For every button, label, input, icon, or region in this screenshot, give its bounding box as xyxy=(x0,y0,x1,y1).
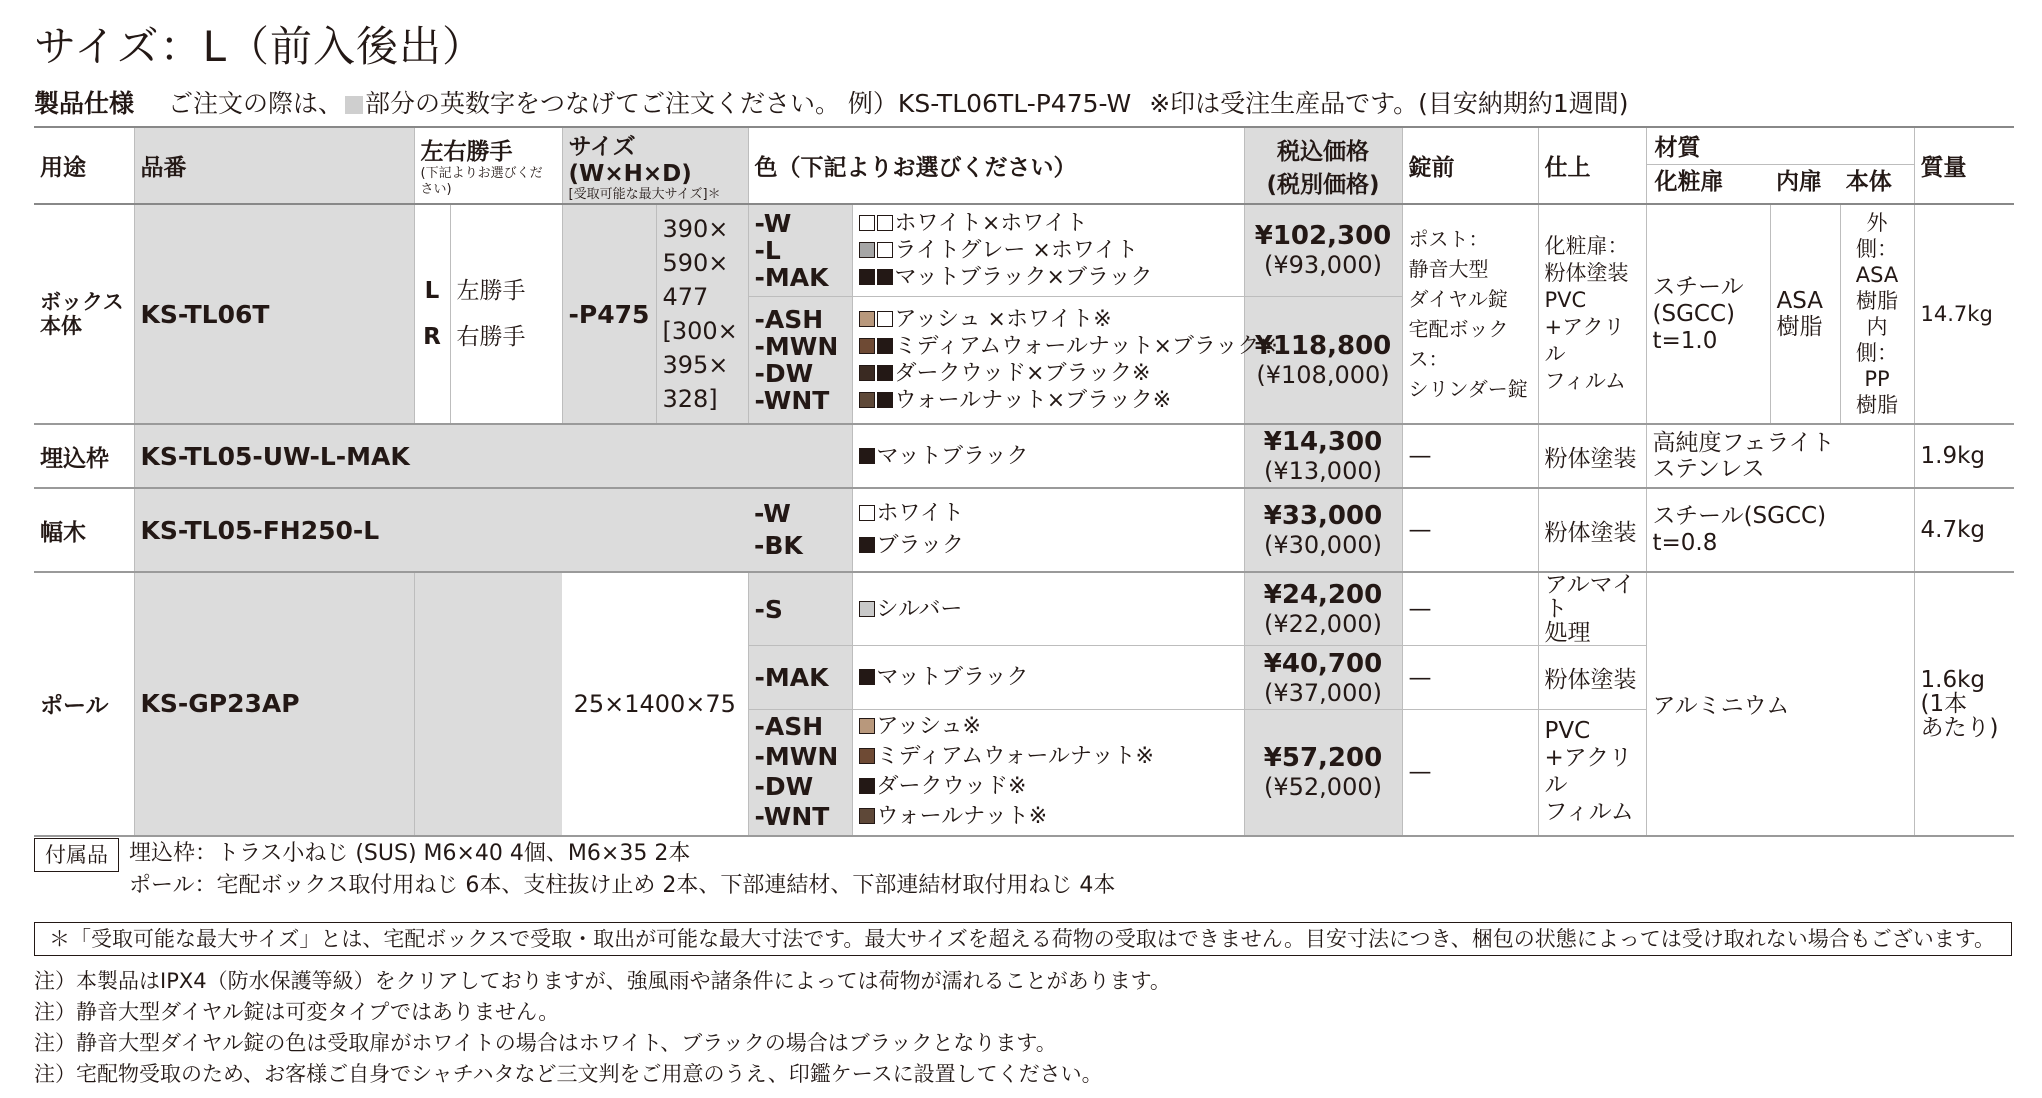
color-swatch-icon xyxy=(859,311,875,327)
lock-baseboard: — xyxy=(1402,488,1538,572)
color-swatch-icon xyxy=(877,215,893,231)
lock-line: 静音大型 xyxy=(1408,257,1489,281)
spec-table xyxy=(34,126,2014,837)
color-list-pole-1 xyxy=(852,572,1244,646)
color-option xyxy=(859,264,1238,291)
finish-line: 化粧扉： xyxy=(1544,234,1629,258)
header-hand-label: 左右勝手 xyxy=(420,139,513,165)
color-name: ミディアムウォールナット×ブラック※ xyxy=(894,333,1278,359)
color-swatch-icon xyxy=(859,537,875,553)
weight-line: 1.6kg xyxy=(1920,666,1986,693)
color-swatch-icon xyxy=(859,448,875,464)
header-row xyxy=(34,127,2014,204)
price-inc: ¥102,300 xyxy=(1254,221,1392,252)
price-ex: (¥108,000) xyxy=(1256,360,1390,389)
color-code: -W xyxy=(754,499,791,528)
finish-line: 処理 xyxy=(1544,620,1591,646)
color-list-pole-2 xyxy=(852,646,1244,710)
accessory-line: 埋込枠：トラス小ねじ (SUS) M6×40 4個、M6×35 2本 xyxy=(129,841,691,866)
finish-pole-2: 粉体塗装 xyxy=(1538,646,1646,710)
material-line: 高純度フェライト xyxy=(1652,430,1835,456)
spec-text-before: ご注文の際は、 xyxy=(167,89,343,118)
color-option xyxy=(859,333,1278,360)
color-name: マットブラック×ブラック xyxy=(894,264,1153,290)
color-swatch-icon xyxy=(859,365,875,381)
accessory-line: ポール：宅配ボックス取付用ねじ 6本、支柱抜け止め 2本、下部連結材、下部連結材取付用ねじ 4本 xyxy=(129,873,1116,898)
size-line: 590× xyxy=(662,249,729,277)
color-option xyxy=(859,237,1238,264)
lock-line: ダイヤル錠 xyxy=(1408,287,1508,311)
mat-body-line: 外側： xyxy=(1856,211,1899,261)
color-option xyxy=(859,712,1238,742)
color-code-pole-s: -S xyxy=(748,572,852,646)
price-group1 xyxy=(1244,204,1402,296)
mat-face-line: (SGCC) xyxy=(1652,300,1735,327)
material-line: ステンレス xyxy=(1652,456,1765,482)
spec-text-after: 部分の英数字をつなげてご注文ください。 例）KS-TL06TL-P475-W xyxy=(364,89,1132,118)
note-line: 注）静音大型ダイヤル錠は可変タイプではありません。 xyxy=(34,1000,560,1024)
table-row-pole-1 xyxy=(34,572,2014,646)
header-lock: 錠前 xyxy=(1402,127,1538,204)
page-title: サイズ：L（前入後出） xyxy=(34,22,486,71)
spec-label: 製品仕様 xyxy=(34,89,135,118)
size-line: 328] xyxy=(662,385,718,413)
price-inc: ¥33,000 xyxy=(1263,501,1383,531)
mat-body-box xyxy=(1840,204,1914,424)
finish-pole-1 xyxy=(1538,572,1646,646)
hand-codes xyxy=(414,204,450,424)
finish-baseboard: 粉体塗装 xyxy=(1538,488,1646,572)
finish-line: PVC xyxy=(1544,288,1587,312)
weight-line: あたり) xyxy=(1920,714,1999,741)
mat-body-line: 樹脂 xyxy=(1856,393,1899,417)
gray-square-icon xyxy=(345,96,363,114)
color-swatch-icon xyxy=(877,365,893,381)
mat-inner-line: 樹脂 xyxy=(1776,314,1823,340)
price-inc: ¥24,200 xyxy=(1263,580,1383,610)
color-code: -MWN xyxy=(754,742,839,772)
color-option xyxy=(859,443,1238,470)
finish-line: +アクリル xyxy=(1544,745,1633,799)
header-part-no: 品番 xyxy=(134,127,414,204)
color-name: ホワイト xyxy=(876,501,964,526)
color-swatch-icon xyxy=(877,392,893,408)
color-swatch-icon xyxy=(859,748,875,764)
color-swatch-icon xyxy=(859,718,875,734)
header-size-sub: [受取可能な最大サイズ]＊ xyxy=(568,187,721,202)
header-mat-face: 化粧扉 xyxy=(1654,169,1724,195)
color-code: -L xyxy=(754,235,781,265)
table-row-baseboard xyxy=(34,488,2014,572)
hand-label-right: 右勝手 xyxy=(456,324,526,350)
header-material-label: 材質 xyxy=(1647,132,1914,165)
weight-frame: 1.9kg xyxy=(1914,424,2014,488)
weight-baseboard: 4.7kg xyxy=(1914,488,2014,572)
lock-line: シリンダー錠 xyxy=(1408,377,1528,401)
table-row-frame xyxy=(34,424,2014,488)
spec-line xyxy=(34,84,1629,120)
color-codes-baseboard xyxy=(748,488,852,572)
price-ex: (¥22,000) xyxy=(1264,610,1382,638)
header-usage: 用途 xyxy=(34,127,134,204)
color-name: ホワイト×ホワイト xyxy=(894,210,1088,236)
accessory-label: 付属品 xyxy=(34,838,119,872)
usage-box: ボックス本体 xyxy=(34,204,134,424)
table-bottom-border xyxy=(34,836,2014,837)
color-code: -ASH xyxy=(754,712,824,742)
price-ex: (¥13,000) xyxy=(1264,457,1382,485)
hand-pole-empty xyxy=(414,572,562,836)
mat-face-line: t=1.0 xyxy=(1652,327,1718,354)
material-pole: アルミニウム xyxy=(1646,572,1914,836)
color-code: -DW xyxy=(754,358,814,388)
color-option xyxy=(859,530,1238,562)
color-option xyxy=(859,742,1238,772)
color-option xyxy=(859,596,1238,623)
color-swatch-icon xyxy=(859,242,875,258)
accessory-section xyxy=(34,838,1115,902)
color-name: ダークウッド※ xyxy=(876,774,1027,800)
mat-face-box xyxy=(1646,204,1770,424)
finish-line: 粉体塗装 xyxy=(1544,261,1629,285)
header-size xyxy=(562,127,748,204)
color-swatch-icon xyxy=(859,808,875,824)
color-code: -MAK xyxy=(754,262,829,292)
color-swatch-icon xyxy=(877,242,893,258)
price-ex: (¥30,000) xyxy=(1264,531,1382,559)
price-baseboard xyxy=(1244,488,1402,572)
size-code: -P475 xyxy=(562,204,656,424)
color-swatch-icon xyxy=(877,269,893,285)
color-swatch-icon xyxy=(859,669,875,685)
color-swatch-icon xyxy=(859,601,875,617)
usage-baseboard: 幅木 xyxy=(34,488,134,572)
weight-line: (1本 xyxy=(1920,690,1968,717)
color-swatch-icon xyxy=(859,338,875,354)
color-codes-group1 xyxy=(748,204,852,296)
lock-pole-1: — xyxy=(1402,572,1538,646)
color-option xyxy=(859,360,1238,387)
size-line: 395× xyxy=(662,351,729,379)
header-mat-inner: 内扉 xyxy=(1776,169,1823,195)
price-pole-3 xyxy=(1244,710,1402,836)
header-color: 色（下記よりお選びください） xyxy=(748,127,1244,204)
color-code: -WNT xyxy=(754,802,830,832)
mat-body-line: ASA xyxy=(1855,263,1899,287)
usage-pole: ポール xyxy=(34,572,134,836)
color-option xyxy=(859,210,1238,237)
color-swatch-icon xyxy=(859,392,875,408)
color-code: -DW xyxy=(754,772,814,802)
size-line: [300× xyxy=(662,317,738,345)
lock-line: 宅配ボックス： xyxy=(1408,317,1509,371)
color-name: アッシュ ×ホワイト※ xyxy=(894,306,1112,332)
lock-pole-3: — xyxy=(1402,710,1538,836)
color-codes-group2 xyxy=(748,296,852,424)
color-name: マットブラック xyxy=(876,665,1029,690)
price-frame xyxy=(1244,424,1402,488)
finish-box xyxy=(1538,204,1646,424)
note-line: 注）静音大型ダイヤル錠の色は受取扉がホワイトの場合はホワイト、ブラックの場合はブラックとなります。 xyxy=(34,1031,1057,1055)
mat-inner-line: ASA xyxy=(1776,288,1823,314)
color-code-pole-mak: -MAK xyxy=(748,646,852,710)
mat-body-line: 樹脂 xyxy=(1856,289,1899,313)
header-price xyxy=(1244,127,1402,204)
finish-line: +アクリル xyxy=(1544,315,1625,366)
usage-frame: 埋込枠 xyxy=(34,424,134,488)
color-code: -WNT xyxy=(754,385,830,415)
part-no-baseboard: KS-TL05-FH250-L xyxy=(134,488,748,572)
material-baseboard xyxy=(1646,488,1914,572)
color-swatch-icon xyxy=(859,505,875,521)
color-codes-pole-3 xyxy=(748,710,852,836)
color-swatch-icon xyxy=(859,778,875,794)
price-inc: ¥118,800 xyxy=(1254,330,1392,361)
color-option xyxy=(859,387,1238,414)
note-line: 注）本製品はIPX4（防水保護等級）をクリアしておりますが、強風雨や諸条件によっては荷物が濡れることがあります。 xyxy=(34,969,1171,993)
max-size-notice: ＊「受取可能な最大サイズ」とは、宅配ボックスで受取・取出が可能な最大寸法です。最大サイズを超える荷物の受取はできません。目安寸法につき、梱包の状態によっては受け取れない場合もございます。 xyxy=(34,922,2012,956)
size-line: 390× xyxy=(662,215,729,243)
color-code: -MWN xyxy=(754,331,839,361)
color-name: アッシュ※ xyxy=(876,714,981,740)
header-weight: 質量 xyxy=(1914,127,2014,204)
price-pole-1 xyxy=(1244,572,1402,646)
size-lines xyxy=(656,204,748,424)
header-size-label: サイズ(W×H×D) xyxy=(568,134,692,187)
size-line: 477 xyxy=(662,283,709,311)
color-swatch-icon xyxy=(877,338,893,354)
color-name: ウォールナット※ xyxy=(876,804,1048,830)
color-swatch-icon xyxy=(859,215,875,231)
price-group2 xyxy=(1244,296,1402,424)
price-inc: ¥57,200 xyxy=(1263,743,1383,774)
color-code: -W xyxy=(754,208,792,238)
color-option xyxy=(859,664,1238,691)
color-name: ウォールナット×ブラック※ xyxy=(894,387,1172,413)
color-name: ライトグレー ×ホワイト xyxy=(894,237,1139,263)
color-swatch-icon xyxy=(859,269,875,285)
color-name: ミディアムウォールナット※ xyxy=(876,744,1154,770)
finish-line: フィルム xyxy=(1544,799,1634,826)
material-line: t=0.8 xyxy=(1652,530,1718,556)
mat-face-line: スチール xyxy=(1652,273,1744,300)
lock-box xyxy=(1402,204,1538,424)
hand-code-l: L xyxy=(424,278,440,304)
notes-section xyxy=(34,966,1171,1090)
hand-label-left: 左勝手 xyxy=(456,278,526,304)
part-no-pole: KS-GP23AP xyxy=(134,572,414,836)
mat-inner-box xyxy=(1770,204,1840,424)
material-frame xyxy=(1646,424,1914,488)
color-option xyxy=(859,772,1238,802)
header-price-label: 税込価格 xyxy=(1277,138,1369,165)
color-name: ブラック xyxy=(876,533,965,558)
color-name: シルバー xyxy=(876,596,963,622)
part-no-box: KS-TL06T xyxy=(134,204,414,424)
price-pole-2 xyxy=(1244,646,1402,710)
color-name: ダークウッド×ブラック※ xyxy=(894,360,1151,386)
finish-pole-3 xyxy=(1538,710,1646,836)
weight-pole xyxy=(1914,572,2014,836)
color-swatch-icon xyxy=(877,311,893,327)
header-mat-body: 本体 xyxy=(1845,169,1892,195)
price-ex: (¥52,000) xyxy=(1264,773,1382,802)
lock-pole-2: — xyxy=(1402,646,1538,710)
lock-frame: — xyxy=(1402,424,1538,488)
header-finish: 仕上 xyxy=(1538,127,1646,204)
color-list-baseboard xyxy=(852,488,1244,572)
price-ex: (¥37,000) xyxy=(1264,678,1382,707)
color-list-group1 xyxy=(852,204,1244,296)
color-code: -BK xyxy=(754,531,803,560)
note-line: 注）宅配物受取のため、お客様ご自身でシャチハタなど三文判をご用意のうえ、印鑑ケースに設置してください。 xyxy=(34,1062,1103,1086)
color-option xyxy=(859,498,1238,530)
weight-box: 14.7kg xyxy=(1920,302,1993,326)
color-list-group2 xyxy=(852,296,1278,424)
finish-frame: 粉体塗装 xyxy=(1538,424,1646,488)
mat-body-line: PP xyxy=(1864,367,1890,391)
finish-line: フィルム xyxy=(1544,369,1626,393)
finish-line: PVC xyxy=(1544,718,1591,745)
size-pole: 25×1400×75 xyxy=(562,572,748,836)
price-inc: ¥40,700 xyxy=(1263,648,1383,679)
header-price-sub: (税別価格) xyxy=(1266,171,1380,198)
color-code: -ASH xyxy=(754,304,824,334)
material-line: スチール(SGCC) xyxy=(1652,503,1827,529)
color-list-frame xyxy=(852,424,1244,488)
part-no-frame: KS-TL05-UW-L-MAK xyxy=(134,424,852,488)
finish-line: アルマイト xyxy=(1544,572,1636,622)
color-option xyxy=(859,802,1238,832)
header-hand-sub: (下記よりお選びください) xyxy=(420,166,543,197)
spec-note: ※印は受注生産品です。(目安納期約1週間) xyxy=(1149,89,1629,118)
color-name: マットブラック xyxy=(876,443,1029,469)
mat-body-line: 内側： xyxy=(1856,315,1899,365)
price-ex: (¥93,000) xyxy=(1264,251,1382,280)
color-list-pole-3 xyxy=(852,710,1244,836)
hand-labels xyxy=(450,204,562,424)
color-option xyxy=(859,306,1238,333)
price-inc: ¥14,300 xyxy=(1263,427,1383,457)
table-row-box-1 xyxy=(34,204,2014,296)
header-hand xyxy=(414,127,562,204)
lock-line: ポスト： xyxy=(1408,227,1489,251)
hand-code-r: R xyxy=(423,324,441,350)
header-material xyxy=(1646,127,1914,204)
